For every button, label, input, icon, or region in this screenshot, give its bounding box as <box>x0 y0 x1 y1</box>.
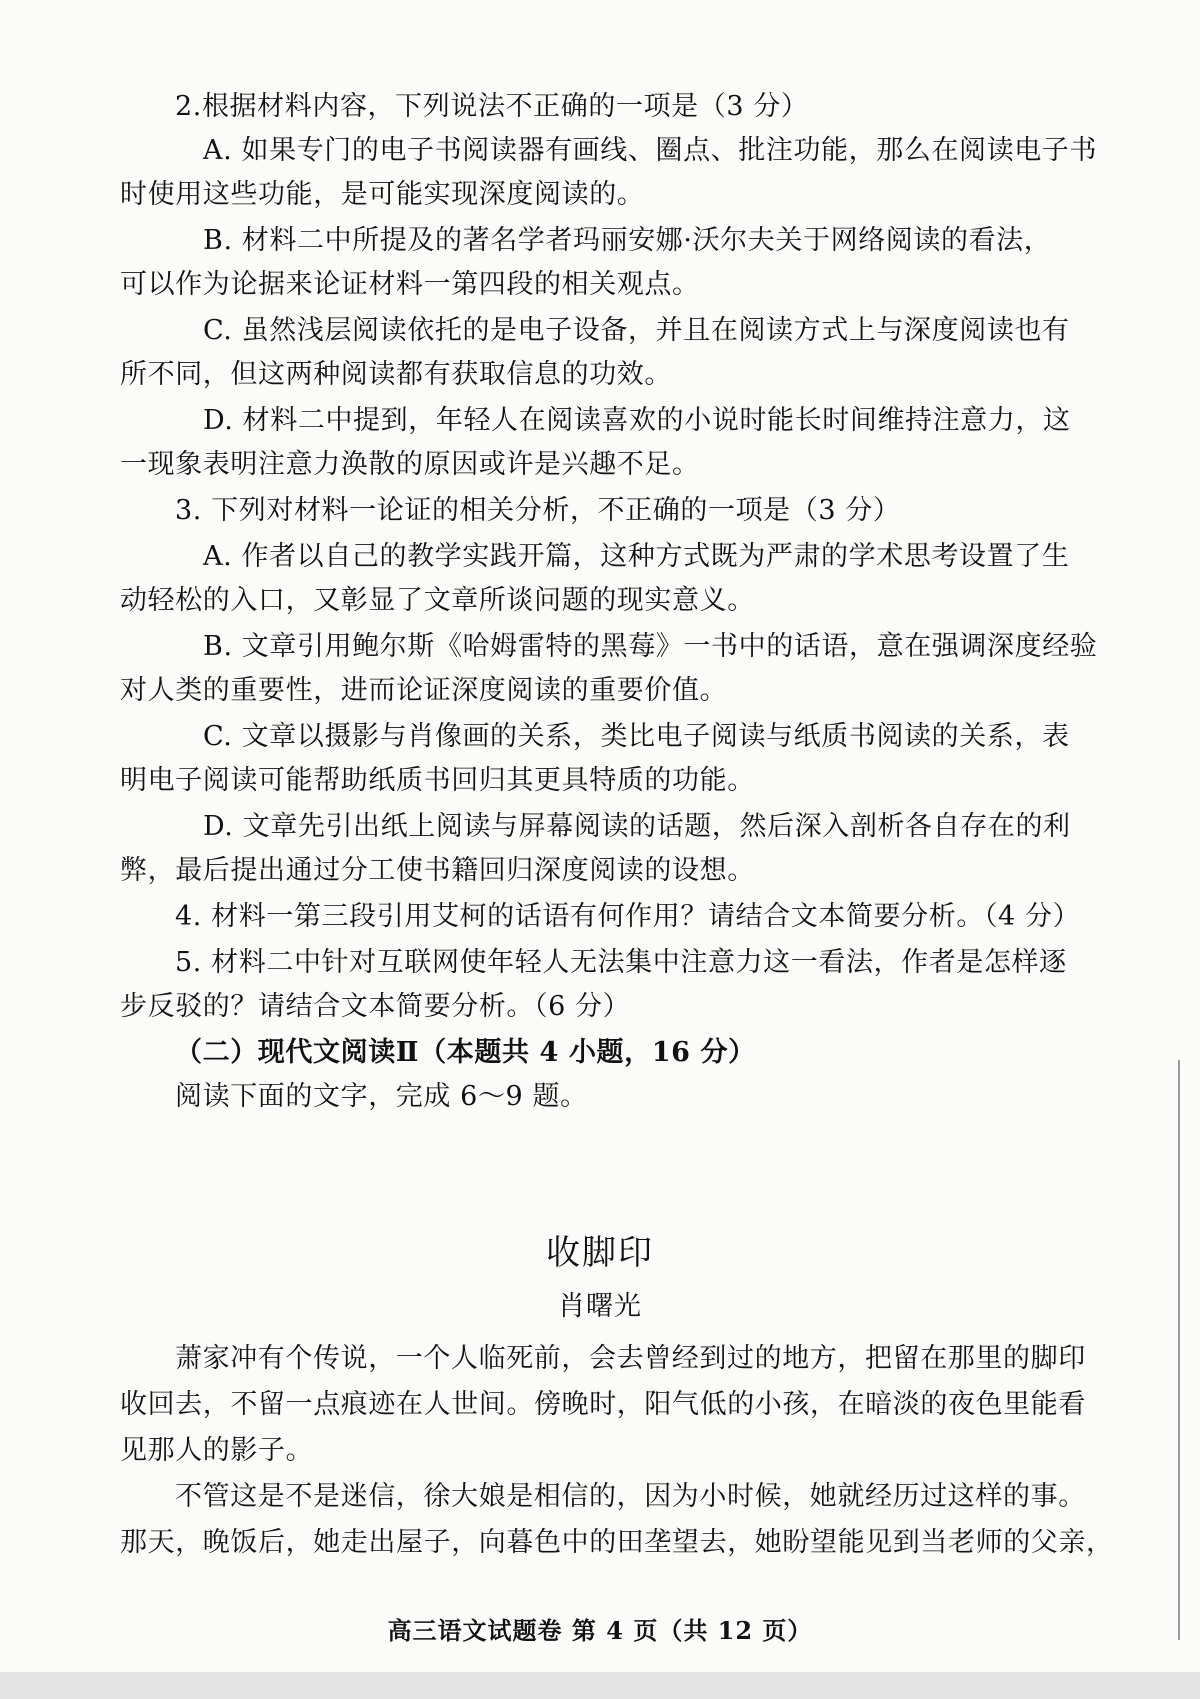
question-3-option-d-line-2: 弊，最后提出通过分工使书籍回归深度阅读的设想。 <box>120 855 755 886</box>
question-2-option-b-line-1: B. 材料二中所提及的著名学者玛丽安娜·沃尔夫关于网络阅读的看法， <box>203 225 1052 256</box>
section-instruction: 阅读下面的文字，完成 6～9 题。 <box>175 1081 588 1112</box>
story-paragraph-1-line-3: 见那人的影子。 <box>120 1435 314 1466</box>
question-3-option-a-line-1: A. 作者以自己的教学实践开篇，这种方式既为严肃的学术思考设置了生 <box>203 541 1070 572</box>
question-2-option-a-line-2: 时使用这些功能，是可能实现深度阅读的。 <box>120 179 645 210</box>
question-5-line-1: 5. 材料二中针对互联网使年轻人无法集中注意力这一看法，作者是怎样逐 <box>175 947 1067 978</box>
story-author: 肖曙光 <box>558 1291 642 1322</box>
page-footer: 高三语文试题卷 第 4 页（共 12 页） <box>387 1616 813 1645</box>
question-2-option-a-line-1: A. 如果专门的电子书阅读器有画线、圈点、批注功能，那么在阅读电子书 <box>203 135 1098 166</box>
question-2-option-d-line-2: 一现象表明注意力涣散的原因或许是兴趣不足。 <box>120 449 700 480</box>
question-2-option-b-line-2: 可以作为论据来论证材料一第四段的相关观点。 <box>120 269 700 300</box>
question-4: 4. 材料一第三段引用艾柯的话语有何作用？请结合文本简要分析。（4 分） <box>175 901 1081 932</box>
question-2-stem: 2.根据材料内容，下列说法不正确的一项是（3 分） <box>175 91 809 122</box>
question-2-option-d-line-1: D. 材料二中提到，年轻人在阅读喜欢的小说时能长时间维持注意力，这 <box>203 405 1071 436</box>
scan-bottom-band <box>0 1672 1200 1699</box>
question-2-option-c-line-1: C. 虽然浅层阅读依托的是电子设备，并且在阅读方式上与深度阅读也有 <box>203 315 1070 346</box>
question-3-option-d-line-1: D. 文章先引出纸上阅读与屏幕阅读的话题，然后深入剖析各自存在的利 <box>203 811 1071 842</box>
question-3-option-c-line-2: 明电子阅读可能帮助纸质书回归其更具特质的功能。 <box>120 765 755 796</box>
scan-edge-line <box>1178 1060 1180 1640</box>
question-3-option-c-line-1: C. 文章以摄影与肖像画的关系，类比电子阅读与纸质书阅读的关系，表 <box>203 721 1070 752</box>
question-3-stem: 3. 下列对材料一论证的相关分析，不正确的一项是（3 分） <box>175 495 901 526</box>
section-heading: （二）现代文阅读Ⅱ（本题共 4 小题，16 分） <box>175 1037 756 1068</box>
question-2-option-c-line-2: 所不同，但这两种阅读都有获取信息的功效。 <box>120 359 672 390</box>
question-5-line-2: 步反驳的？请结合文本简要分析。（6 分） <box>120 991 631 1022</box>
question-3-option-b-line-2: 对人类的重要性，进而论证深度阅读的重要价值。 <box>120 675 728 706</box>
story-paragraph-2-line-2: 那天，晚饭后，她走出屋子，向暮色中的田垄望去，她盼望能见到当老师的父亲， <box>120 1527 1114 1558</box>
story-paragraph-1-line-1: 萧家冲有个传说，一个人临死前，会去曾经到过的地方，把留在那里的脚印 <box>175 1343 1086 1374</box>
question-3-option-b-line-1: B. 文章引用鲍尔斯《哈姆雷特的黑莓》一书中的话语，意在强调深度经验 <box>203 631 1098 662</box>
story-paragraph-1-line-2: 收回去，不留一点痕迹在人世间。傍晚时，阳气低的小孩，在暗淡的夜色里能看 <box>120 1389 1086 1420</box>
question-3-option-a-line-2: 动轻松的入口，又彰显了文章所谈问题的现实意义。 <box>120 585 755 616</box>
story-paragraph-2-line-1: 不管这是不是迷信，徐大娘是相信的，因为小时候，她就经历过这样的事。 <box>175 1481 1086 1512</box>
story-title: 收脚印 <box>546 1233 654 1273</box>
